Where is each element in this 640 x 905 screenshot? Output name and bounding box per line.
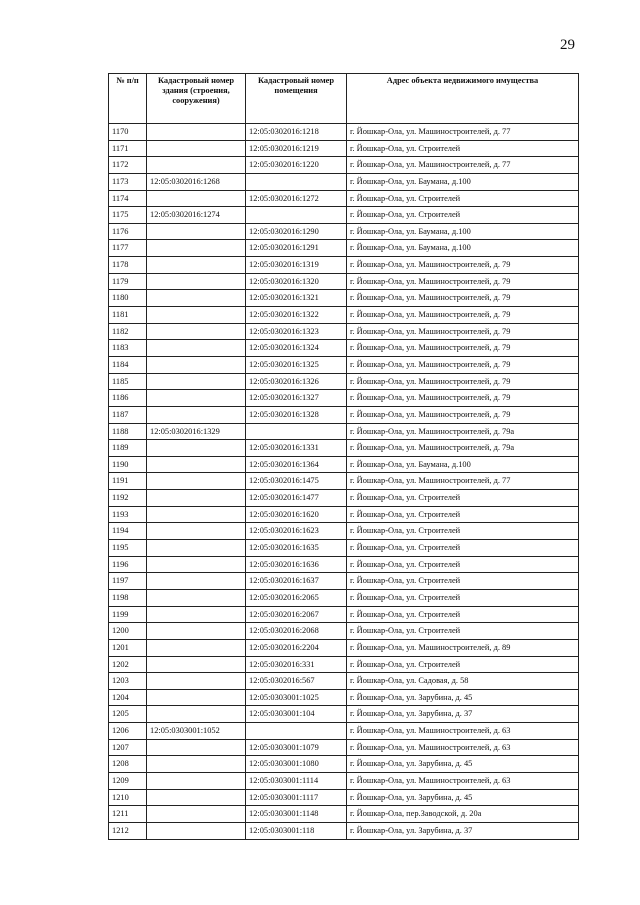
building-cadastral-number — [147, 506, 246, 523]
row-number: 1190 — [109, 456, 147, 473]
table-row — [109, 456, 579, 473]
room-cadastral-number: 12:05:0302016:1331 — [246, 440, 347, 457]
building-cadastral-number — [147, 556, 246, 573]
room-cadastral-number: 12:05:0302016:1623 — [246, 523, 347, 540]
room-cadastral-number: 12:05:0302016:2204 — [246, 639, 347, 656]
table-row — [109, 623, 579, 640]
address: г. Йошкар-Ола, ул. Строителей — [347, 589, 579, 606]
table-row — [109, 124, 579, 141]
cadastral-table — [108, 73, 579, 840]
table-row — [109, 440, 579, 457]
address: г. Йошкар-Ола, ул. Машиностроителей, д. 79 — [347, 307, 579, 324]
room-cadastral-number: 12:05:0302016:1220 — [246, 157, 347, 174]
address: г. Йошкар-Ола, ул. Машиностроителей, д. 79 — [347, 390, 579, 407]
address: г. Йошкар-Ола, ул. Машиностроителей, д. 77 — [347, 124, 579, 141]
room-cadastral-number: 12:05:0303001:1080 — [246, 756, 347, 773]
table-row — [109, 656, 579, 673]
address: г. Йошкар-Ола, ул. Строителей — [347, 573, 579, 590]
address: г. Йошкар-Ола, ул. Зарубина, д. 37 — [347, 822, 579, 839]
room-cadastral-number — [246, 207, 347, 224]
address: г. Йошкар-Ола, ул. Зарубина, д. 45 — [347, 756, 579, 773]
row-number: 1173 — [109, 173, 147, 190]
table-row — [109, 490, 579, 507]
table-row — [109, 223, 579, 240]
row-number: 1206 — [109, 723, 147, 740]
room-cadastral-number: 12:05:0303001:1114 — [246, 772, 347, 789]
table-row — [109, 390, 579, 407]
room-cadastral-number: 12:05:0302016:1324 — [246, 340, 347, 357]
room-cadastral-number: 12:05:0302016:1290 — [246, 223, 347, 240]
row-number: 1170 — [109, 124, 147, 141]
building-cadastral-number — [147, 623, 246, 640]
address: г. Йошкар-Ола, ул. Машиностроителей, д. 79 — [347, 373, 579, 390]
row-number: 1177 — [109, 240, 147, 257]
building-cadastral-number: 12:05:0302016:1329 — [147, 423, 246, 440]
address: г. Йошкар-Ола, ул. Строителей — [347, 656, 579, 673]
row-number: 1186 — [109, 390, 147, 407]
room-cadastral-number: 12:05:0302016:1218 — [246, 124, 347, 141]
room-cadastral-number: 12:05:0302016:1322 — [246, 307, 347, 324]
table-row — [109, 822, 579, 839]
building-cadastral-number — [147, 273, 246, 290]
address: г. Йошкар-Ола, ул. Машиностроителей, д. 77 — [347, 473, 579, 490]
room-cadastral-number: 12:05:0302016:1477 — [246, 490, 347, 507]
address: г. Йошкар-Ола, ул. Машиностроителей, д. 79 — [347, 273, 579, 290]
row-number: 1210 — [109, 789, 147, 806]
room-cadastral-number: 12:05:0302016:2065 — [246, 589, 347, 606]
table-row — [109, 523, 579, 540]
building-cadastral-number — [147, 390, 246, 407]
room-cadastral-number: 12:05:0302016:1475 — [246, 473, 347, 490]
row-number: 1187 — [109, 406, 147, 423]
header-number: № п/п — [109, 74, 147, 124]
address: г. Йошкар-Ола, ул. Машиностроителей, д. 89 — [347, 639, 579, 656]
row-number: 1198 — [109, 589, 147, 606]
room-cadastral-number: 12:05:0302016:331 — [246, 656, 347, 673]
row-number: 1184 — [109, 356, 147, 373]
room-cadastral-number: 12:05:0303001:1079 — [246, 739, 347, 756]
table-row — [109, 157, 579, 174]
address: г. Йошкар-Ола, пер.Заводской, д. 20а — [347, 806, 579, 823]
address: г. Йошкар-Ола, ул. Строителей — [347, 207, 579, 224]
table-row — [109, 772, 579, 789]
building-cadastral-number — [147, 656, 246, 673]
address: г. Йошкар-Ола, ул. Строителей — [347, 506, 579, 523]
building-cadastral-number — [147, 639, 246, 656]
address: г. Йошкар-Ола, ул. Строителей — [347, 606, 579, 623]
room-cadastral-number: 12:05:0302016:1328 — [246, 406, 347, 423]
room-cadastral-number: 12:05:0302016:1323 — [246, 323, 347, 340]
room-cadastral-number: 12:05:0302016:1364 — [246, 456, 347, 473]
room-cadastral-number: 12:05:0303001:1117 — [246, 789, 347, 806]
row-number: 1197 — [109, 573, 147, 590]
room-cadastral-number — [246, 423, 347, 440]
table-body — [109, 124, 579, 840]
room-cadastral-number: 12:05:0302016:1327 — [246, 390, 347, 407]
room-cadastral-number: 12:05:0302016:1637 — [246, 573, 347, 590]
table-row — [109, 323, 579, 340]
row-number: 1174 — [109, 190, 147, 207]
room-cadastral-number: 12:05:0303001:1148 — [246, 806, 347, 823]
room-cadastral-number: 12:05:0303001:104 — [246, 706, 347, 723]
table-row — [109, 373, 579, 390]
row-number: 1189 — [109, 440, 147, 457]
row-number: 1172 — [109, 157, 147, 174]
building-cadastral-number — [147, 540, 246, 557]
address: г. Йошкар-Ола, ул. Баумана, д.100 — [347, 456, 579, 473]
room-cadastral-number: 12:05:0302016:2067 — [246, 606, 347, 623]
building-cadastral-number — [147, 373, 246, 390]
building-cadastral-number — [147, 739, 246, 756]
table-row — [109, 806, 579, 823]
row-number: 1179 — [109, 273, 147, 290]
row-number: 1200 — [109, 623, 147, 640]
room-cadastral-number: 12:05:0302016:2068 — [246, 623, 347, 640]
address: г. Йошкар-Ола, ул. Зарубина, д. 45 — [347, 789, 579, 806]
table-row — [109, 506, 579, 523]
building-cadastral-number — [147, 323, 246, 340]
building-cadastral-number — [147, 806, 246, 823]
address: г. Йошкар-Ола, ул. Машиностроителей, д. 79 — [347, 356, 579, 373]
room-cadastral-number: 12:05:0302016:1321 — [246, 290, 347, 307]
table-row — [109, 356, 579, 373]
table-row — [109, 739, 579, 756]
building-cadastral-number — [147, 340, 246, 357]
building-cadastral-number — [147, 689, 246, 706]
row-number: 1191 — [109, 473, 147, 490]
table-row — [109, 789, 579, 806]
row-number: 1175 — [109, 207, 147, 224]
building-cadastral-number — [147, 140, 246, 157]
room-cadastral-number: 12:05:0302016:1319 — [246, 257, 347, 274]
address: г. Йошкар-Ола, ул. Строителей — [347, 140, 579, 157]
building-cadastral-number — [147, 573, 246, 590]
building-cadastral-number — [147, 307, 246, 324]
building-cadastral-number — [147, 257, 246, 274]
room-cadastral-number — [246, 723, 347, 740]
building-cadastral-number: 12:05:0302016:1268 — [147, 173, 246, 190]
row-number: 1202 — [109, 656, 147, 673]
address: г. Йошкар-Ола, ул. Машиностроителей, д. 79а — [347, 423, 579, 440]
building-cadastral-number — [147, 473, 246, 490]
row-number: 1196 — [109, 556, 147, 573]
table-row — [109, 190, 579, 207]
building-cadastral-number — [147, 223, 246, 240]
address: г. Йошкар-Ола, ул. Садовая, д. 58 — [347, 673, 579, 690]
room-cadastral-number: 12:05:0302016:1291 — [246, 240, 347, 257]
room-cadastral-number: 12:05:0302016:1326 — [246, 373, 347, 390]
table-row — [109, 340, 579, 357]
building-cadastral-number — [147, 756, 246, 773]
row-number: 1211 — [109, 806, 147, 823]
room-cadastral-number: 12:05:0303001:118 — [246, 822, 347, 839]
table-header-row — [109, 74, 579, 124]
row-number: 1178 — [109, 257, 147, 274]
address: г. Йошкар-Ола, ул. Машиностроителей, д. 79 — [347, 257, 579, 274]
table-row — [109, 273, 579, 290]
room-cadastral-number: 12:05:0302016:1320 — [246, 273, 347, 290]
row-number: 1212 — [109, 822, 147, 839]
table-row — [109, 639, 579, 656]
building-cadastral-number — [147, 456, 246, 473]
table-row — [109, 473, 579, 490]
table-row — [109, 556, 579, 573]
address: г. Йошкар-Ола, ул. Баумана, д.100 — [347, 240, 579, 257]
building-cadastral-number — [147, 706, 246, 723]
table-row — [109, 540, 579, 557]
row-number: 1208 — [109, 756, 147, 773]
table-row — [109, 173, 579, 190]
building-cadastral-number — [147, 290, 246, 307]
row-number: 1195 — [109, 540, 147, 557]
row-number: 1183 — [109, 340, 147, 357]
room-cadastral-number: 12:05:0302016:567 — [246, 673, 347, 690]
room-cadastral-number: 12:05:0302016:1325 — [246, 356, 347, 373]
address: г. Йошкар-Ола, ул. Зарубина, д. 45 — [347, 689, 579, 706]
row-number: 1199 — [109, 606, 147, 623]
table-row — [109, 589, 579, 606]
row-number: 1207 — [109, 739, 147, 756]
room-cadastral-number: 12:05:0302016:1272 — [246, 190, 347, 207]
room-cadastral-number: 12:05:0302016:1219 — [246, 140, 347, 157]
table-row — [109, 257, 579, 274]
row-number: 1181 — [109, 307, 147, 324]
address: г. Йошкар-Ола, ул. Машиностроителей, д. 77 — [347, 157, 579, 174]
row-number: 1171 — [109, 140, 147, 157]
address: г. Йошкар-Ола, ул. Машиностроителей, д. 79 — [347, 290, 579, 307]
table-row — [109, 423, 579, 440]
address: г. Йошкар-Ола, ул. Зарубина, д. 37 — [347, 706, 579, 723]
building-cadastral-number: 12:05:0303001:1052 — [147, 723, 246, 740]
page-number: 29 — [560, 37, 575, 53]
table-row — [109, 307, 579, 324]
table-row — [109, 406, 579, 423]
address: г. Йошкар-Ола, ул. Машиностроителей, д. 79 — [347, 340, 579, 357]
building-cadastral-number — [147, 523, 246, 540]
row-number: 1182 — [109, 323, 147, 340]
row-number: 1180 — [109, 290, 147, 307]
row-number: 1193 — [109, 506, 147, 523]
table-row — [109, 606, 579, 623]
table-row — [109, 756, 579, 773]
building-cadastral-number — [147, 440, 246, 457]
row-number: 1205 — [109, 706, 147, 723]
address: г. Йошкар-Ола, ул. Строителей — [347, 190, 579, 207]
building-cadastral-number — [147, 406, 246, 423]
building-cadastral-number — [147, 789, 246, 806]
header-room-cadastral: Кадастровый номер помещения — [246, 74, 347, 124]
table-row — [109, 140, 579, 157]
address: г. Йошкар-Ола, ул. Машиностроителей, д. 63 — [347, 723, 579, 740]
row-number: 1176 — [109, 223, 147, 240]
table-row — [109, 207, 579, 224]
table-row — [109, 689, 579, 706]
building-cadastral-number — [147, 240, 246, 257]
building-cadastral-number — [147, 490, 246, 507]
header-building-cadastral: Кадастровый номер здания (строения, сооружения) — [147, 74, 246, 124]
row-number: 1201 — [109, 639, 147, 656]
building-cadastral-number: 12:05:0302016:1274 — [147, 207, 246, 224]
building-cadastral-number — [147, 589, 246, 606]
address: г. Йошкар-Ола, ул. Строителей — [347, 523, 579, 540]
address: г. Йошкар-Ола, ул. Строителей — [347, 556, 579, 573]
address: г. Йошкар-Ола, ул. Строителей — [347, 490, 579, 507]
row-number: 1188 — [109, 423, 147, 440]
address: г. Йошкар-Ола, ул. Машиностроителей, д. 79 — [347, 323, 579, 340]
address: г. Йошкар-Ола, ул. Машиностроителей, д. 79 — [347, 406, 579, 423]
address: г. Йошкар-Ола, ул. Строителей — [347, 540, 579, 557]
row-number: 1194 — [109, 523, 147, 540]
table-row — [109, 290, 579, 307]
table-row — [109, 673, 579, 690]
building-cadastral-number — [147, 822, 246, 839]
address: г. Йошкар-Ола, ул. Баумана, д.100 — [347, 223, 579, 240]
building-cadastral-number — [147, 772, 246, 789]
room-cadastral-number: 12:05:0302016:1620 — [246, 506, 347, 523]
building-cadastral-number — [147, 673, 246, 690]
building-cadastral-number — [147, 356, 246, 373]
address: г. Йошкар-Ола, ул. Машиностроителей, д. 63 — [347, 739, 579, 756]
address: г. Йошкар-Ола, ул. Машиностроителей, д. 63 — [347, 772, 579, 789]
table-row — [109, 723, 579, 740]
address: г. Йошкар-Ола, ул. Строителей — [347, 623, 579, 640]
table-row — [109, 240, 579, 257]
room-cadastral-number — [246, 173, 347, 190]
row-number: 1203 — [109, 673, 147, 690]
row-number: 1204 — [109, 689, 147, 706]
row-number: 1209 — [109, 772, 147, 789]
row-number: 1185 — [109, 373, 147, 390]
room-cadastral-number: 12:05:0303001:1025 — [246, 689, 347, 706]
address: г. Йошкар-Ола, ул. Машиностроителей, д. 79а — [347, 440, 579, 457]
header-address: Адрес объекта недвижимого имущества — [347, 74, 579, 124]
table-row — [109, 573, 579, 590]
room-cadastral-number: 12:05:0302016:1635 — [246, 540, 347, 557]
table-row — [109, 706, 579, 723]
building-cadastral-number — [147, 606, 246, 623]
building-cadastral-number — [147, 157, 246, 174]
room-cadastral-number: 12:05:0302016:1636 — [246, 556, 347, 573]
building-cadastral-number — [147, 190, 246, 207]
building-cadastral-number — [147, 124, 246, 141]
address: г. Йошкар-Ола, ул. Баумана, д.100 — [347, 173, 579, 190]
row-number: 1192 — [109, 490, 147, 507]
